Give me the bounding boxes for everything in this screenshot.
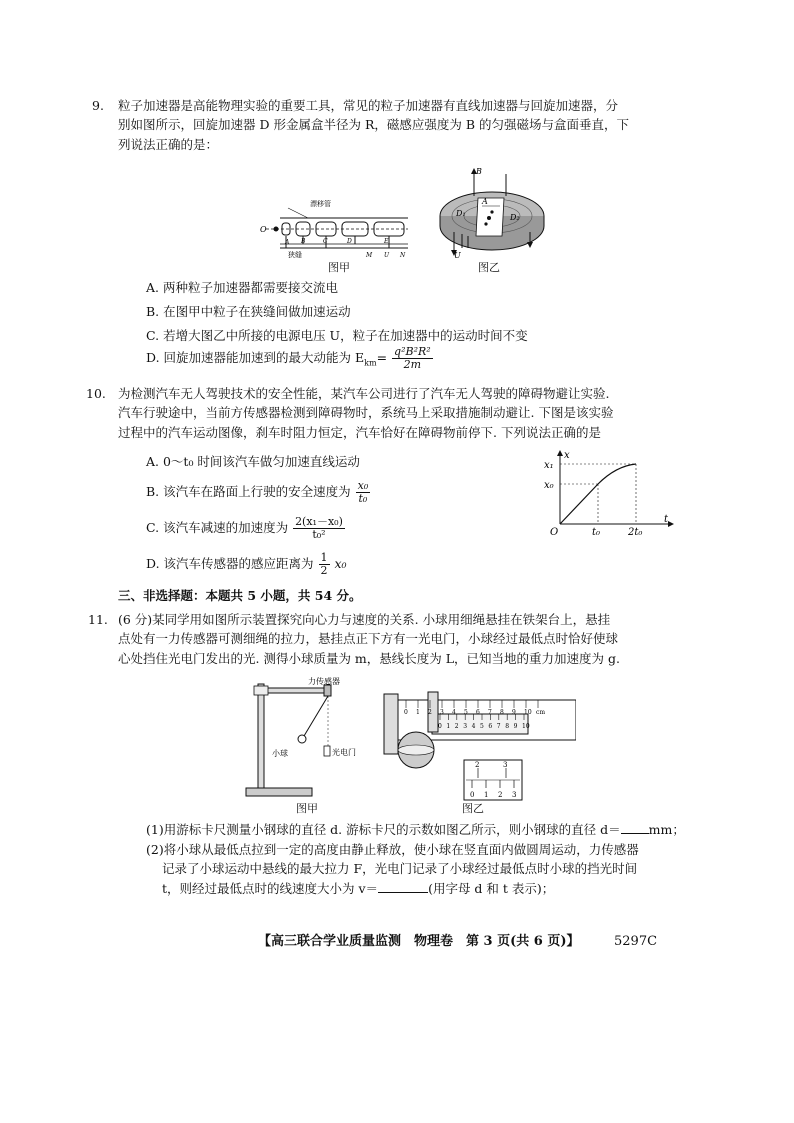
vernier-caliper-figure [380,690,576,802]
question-stem-line: 别如图所示，回旋加速器 D 形金属盒半径为 R，磁感应强度为 B 的匀强磁场与盒面垂直，下 [118,117,629,133]
option-a: A. 两种粒子加速器都需要接交流电 [146,280,338,295]
svg-text:t: t [664,514,669,525]
svg-text:O: O [260,225,267,234]
zoom-main-label: 2 [475,761,480,769]
photogate-label: 光电门 [332,748,356,757]
zoom-vernier-label: 2 [498,791,503,799]
sub-question-1: (1)用游标卡尺测量小钢球的直径 d. 游标卡尺的示数如图乙所示，则小钢球的直径 d＝ mm； [146,822,685,837]
gap-label: 狭缝 [288,251,302,258]
zoom-vernier-label: 3 [512,791,517,799]
vernier-scale-label: 0 [438,723,442,730]
drift-tube-label: 漂移管 [310,200,331,208]
vernier-scale-label: 9 [513,723,518,730]
answer-blank [378,880,428,893]
figure-caption: 图甲 [328,261,350,274]
question-stem-line: 为检测汽车无人驾驶技术的安全性能，某汽车公司进行了汽车无人驾驶的障碍物避让实验. [118,386,610,401]
svg-text:M: M [366,252,373,258]
svg-text:x: x [564,450,570,461]
svg-text:B: B [301,238,306,245]
iron-stand-figure [244,676,362,800]
svg-text:D: D [347,238,352,245]
vernier-scale-label: 4 [471,723,476,730]
svg-text:x₁: x₁ [544,460,554,471]
question-10 [86,384,678,442]
option-a: A. 0～t₀ 时间该汽车做匀加速直线运动 [146,454,360,469]
svg-text:O: O [550,527,559,538]
figure-caption: 图乙 [478,261,500,274]
section-heading: 三、非选择题：本题共 5 小题，共 54 分。 [118,588,362,603]
option-d: D. 回旋加速器能加速到的最大动能为 $E_{km}=$ $\frac{\text{q²B²R²}}{2m}$ [146,345,431,372]
main-scale-label: 8 [500,709,504,716]
vernier-scale-label: 5 [480,723,484,730]
svg-text:2t₀: 2t₀ [628,527,643,538]
question-stem-line: (6 分)某同学用如图所示装置探究向心力与速度的关系. 小球用细绳悬挂在铁架台上，悬挂 [118,612,611,627]
vernier-scale-label: 1 [446,723,451,730]
fraction: $\frac{1}{2}$ [320,551,328,578]
x-t-graph [536,448,676,540]
main-scale-label: cm [536,709,546,716]
zoom-vernier-label: 0 [470,791,475,799]
zoom-vernier-label: 1 [484,791,489,799]
exam-code: 5297C [614,934,658,949]
main-scale-label: 0 [404,709,408,716]
figure-caption: 图甲 [296,802,318,815]
ball-label: 小球 [272,749,288,758]
main-scale-label: 10 [524,709,532,716]
svg-text:A: A [285,239,290,246]
option-c: C. 该汽车减速的加速度为 $\frac{\text{2(x₁－x₀)}}{\text{t₀²}}$ [146,515,343,542]
option-d: D. 该汽车传感器的感应距离为 $\frac{1}{2}$ x₀ [146,551,347,578]
main-scale-label: 1 [416,709,420,716]
deceleration-curve [598,464,636,484]
svg-text:U: U [384,252,390,258]
svg-text:A: A [482,197,488,206]
question-stem-line: 点处有一力传感器可测细绳的拉力，悬挂点正下方有一光电门，小球经过最低点时恰好使球 [118,631,619,647]
main-scale-label: 5 [464,709,468,716]
svg-text:D₂: D₂ [510,213,520,222]
svg-text:C: C [323,238,328,245]
question-stem-line: 列说法正确的是： [118,136,219,152]
uniform-motion-line [560,484,598,524]
sub-question-2: (2)将小球从最低点拉到一定的高度由静止释放，使小球在竖直面内做圆周运动，力传感器 记录了小球运动中悬线的最大拉力 F，光电门记录了小球经过最低点时小球的挡光时间 t，则经过最低点时的线速度大小为 v＝ (用字母 d 和 t 表示)； [146,842,639,896]
main-scale-label: 3 [440,709,444,716]
question-number: 10. [86,386,106,401]
answer-blank [621,821,649,834]
cyclotron-figure [434,166,550,260]
figure-caption: 图乙 [462,802,484,815]
svg-text:t₀: t₀ [592,527,601,538]
question-number: 11. [88,612,108,627]
fraction: $\frac{\text{2(x₁－x₀)}}{\text{t₀²}}$ [295,515,343,542]
option-b: B. 在图甲中粒子在狭缝间做加速运动 [146,304,351,319]
main-scale-label: 4 [452,709,456,716]
main-scale-label: 7 [488,709,492,716]
zoom-main-label: 3 [503,761,508,769]
svg-text:B: B [476,167,482,176]
question-number: 9. [92,98,104,113]
svg-text:N: N [400,252,406,258]
svg-text:U: U [454,251,461,260]
question-9 [92,96,678,154]
footer-title: 【高三联合学业质量监测 物理卷 第 3 页(共 6 页)】 [258,934,580,949]
vernier-scale-label: 8 [505,723,510,730]
question-11 [88,610,678,668]
vernier-scale-label: 7 [496,723,501,730]
question-stem-line: 心处挡住光电门发出的光. 测得小球质量为 m，悬线长度为 L，已知当地的重力加速度为 g. [118,650,620,666]
vernier-scale-label: 2 [454,723,459,730]
option-c: C. 若增大图乙中所接的电源电压 U，粒子在加速器中的运动时间不变 [146,328,528,343]
main-scale-label: 9 [512,709,516,716]
vernier-scale-label: 3 [463,723,468,730]
fraction: $\frac{\text{q²B²R²}}{2m}$ [394,345,431,372]
fraction: $\frac{\text{x₀}}{\text{t₀}}$ [357,479,369,506]
svg-text:D₁: D₁ [456,209,466,218]
option-b: B. 该汽车在路面上行驶的安全速度为 $\frac{\text{x₀}}{\text{t₀}}$ [146,479,369,506]
vernier-scale-label: 10 [522,723,530,730]
main-scale-label: 2 [428,709,432,716]
force-sensor-label: 力传感器 [308,677,340,686]
question-stem-line: 过程中的汽车运动图像，刹车时阻力恒定，汽车恰好在障碍物前停下. 下列说法正确的是 [118,424,601,440]
vernier-scale-label: 6 [488,723,493,730]
question-stem-line: 粒子加速器是高能物理实验的重要工具，常见的粒子加速器有直线加速器与回旋加速器，分 [118,98,619,113]
main-scale-label: 6 [476,709,480,716]
linear-accelerator-figure [258,196,414,258]
svg-text:x₀: x₀ [544,480,554,491]
svg-text:E: E [384,238,389,245]
question-stem-line: 汽车行驶途中，当前方传感器检测到障碍物时，系统马上采取措施制动避让. 下图是该实验 [118,405,614,421]
